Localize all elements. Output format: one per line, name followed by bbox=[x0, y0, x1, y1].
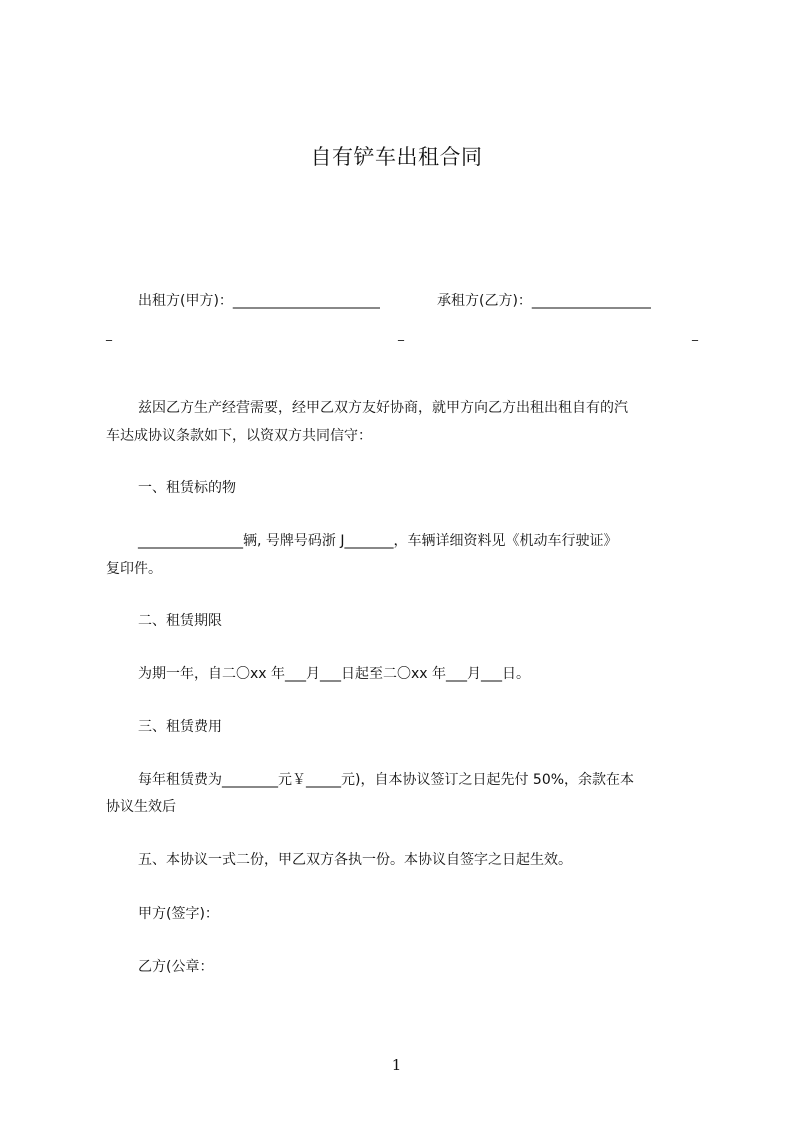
page-number: 1 bbox=[391, 1056, 402, 1074]
section-3-line-2: 协议生效后 bbox=[106, 799, 176, 815]
party-b-seal: 乙方(公章： bbox=[138, 959, 214, 975]
dash-mark-left: _ bbox=[106, 327, 112, 341]
dash-mark-center: _ bbox=[398, 327, 404, 341]
dash-mark-right: _ bbox=[692, 327, 698, 341]
section-2-heading: 二、租赁期限 bbox=[138, 613, 222, 629]
party-a-signature: 甲方(签字)： bbox=[138, 906, 219, 922]
lessor-field: 出租方(甲方)：_____________________ bbox=[138, 293, 380, 309]
section-3-line-1: 每年租赁费为________元￥_____元)，自本协议签订之日起先付 50%，余款在本 bbox=[138, 772, 635, 788]
section-5-line-1: 五、本协议一式二份，甲乙双方各执一份。本协议自签字之日起生效。 bbox=[138, 852, 572, 868]
document-title: 自有铲车出租合同 bbox=[310, 145, 483, 169]
section-1-line-1: _______________辆, 号牌号码浙 J_______，车辆详细资料见《机动车行驶证》 bbox=[138, 533, 618, 549]
section-3-heading: 三、租赁费用 bbox=[138, 719, 222, 735]
intro-line-2: 车达成协议条款如下，以资双方共同信守： bbox=[106, 428, 372, 444]
intro-line-1: 兹因乙方生产经营需要，经甲乙双方友好协商，就甲方向乙方出租出租自有的汽 bbox=[138, 400, 628, 416]
section-2-line-1: 为期一年，自二〇xx 年___月___日起至二〇xx 年___月___日。 bbox=[138, 666, 531, 682]
lessee-field: 承租方(乙方)：_________________ bbox=[437, 293, 651, 309]
section-1-heading: 一、租赁标的物 bbox=[138, 480, 236, 496]
section-1-line-2: 复印件。 bbox=[106, 561, 162, 577]
